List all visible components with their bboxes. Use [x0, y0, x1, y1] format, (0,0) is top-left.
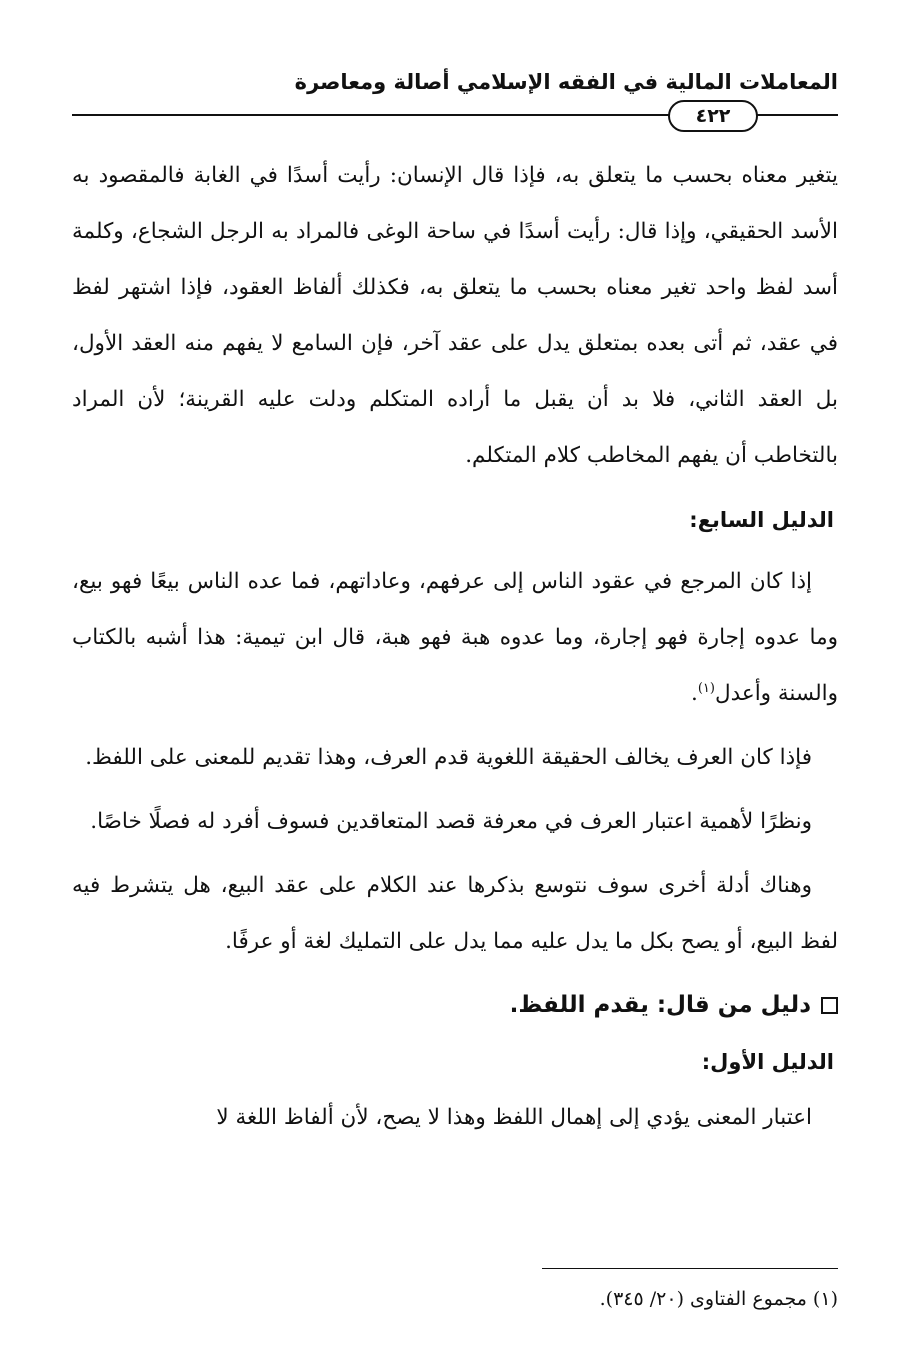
seventh-evidence-paragraph-3: ونظرًا لأهمية اعتبار العرف في معرفة قصد المتعاقدين فسوف أفرد له فصلًا خاصًا.: [90, 809, 812, 834]
page-body: [72, 148, 838, 1146]
book-title: المعاملات المالية في الفقه الإسلامي أصالة ومعاصرة: [294, 70, 838, 94]
square-bullet-icon: [821, 997, 838, 1014]
seventh-evidence-paragraph-2: فإذا كان العرف يخالف الحقيقة اللغوية قدم العرف، وهذا تقديم للمعنى على اللفظ.: [85, 745, 812, 770]
footnote-reference: (١): [697, 680, 715, 696]
seventh-evidence-heading: الدليل السابع:: [689, 508, 834, 532]
footnote-1: (١) مجموع الفتاوى (٢٠/ ٣٤٥).: [599, 1288, 838, 1310]
running-header: [72, 62, 838, 126]
section-heading-text: دليل من قال: يقدم اللفظ.: [509, 992, 811, 1018]
page-number: ٤٢٢: [668, 100, 758, 132]
section-heading: [72, 976, 838, 1034]
seventh-evidence-paragraph-1: [72, 554, 838, 722]
continued-paragraph: يتغير معناه بحسب ما يتعلق به، فإذا قال الإنسان: رأيت أسدًا في الغابة فالمقصود به الأسد الحقيقي، وإذا قال: رأيت أسدًا في ساحة الوغى فالمراد به الرجل الشجاع، وكلمة أسد لفظ واحد تغير معناه بحسب ما يتعلق به، فكذلك ألفاظ العقود، فإذا اشتهر لفظ في عقد، ثم أتى بعده بمتعلق يدل على عقد آخر، فإن السامع لا يفهم منه العقد الأول، بل العقد الثاني، فلا بد أن يقبل ما أراده المتكلم ودلت عليه القرينة؛ لأن المراد بالتخاطب أن يفهم المخاطب كلام المتكلم.: [72, 163, 838, 468]
seventh-evidence-paragraph-4: وهناك أدلة أخرى سوف نتوسع بذكرها عند الكلام على عقد البيع، هل يتشرط فيه لفظ البيع، أو يصح بكل ما يدل عليه مما يدل على التمليك لغة أو عرفًا.: [72, 873, 838, 954]
paragraph-end: .: [690, 681, 698, 706]
first-evidence-heading: الدليل الأول:: [701, 1050, 834, 1074]
paragraph-text: إذا كان المرجع في عقود الناس إلى عرفهم، وعاداتهم، فما عده الناس بيعًا فهو بيع، وما عدوه إجارة فهو إجارة، وما عدوه هبة فهو هبة، قال ابن تيمية: هذا أشبه بالكتاب والسنة وأعدل: [72, 569, 838, 706]
footnote-rule: [542, 1268, 838, 1269]
first-evidence-paragraph: اعتبار المعنى يؤدي إلى إهمال اللفظ وهذا لا يصح، لأن ألفاظ اللغة لا: [216, 1105, 812, 1130]
